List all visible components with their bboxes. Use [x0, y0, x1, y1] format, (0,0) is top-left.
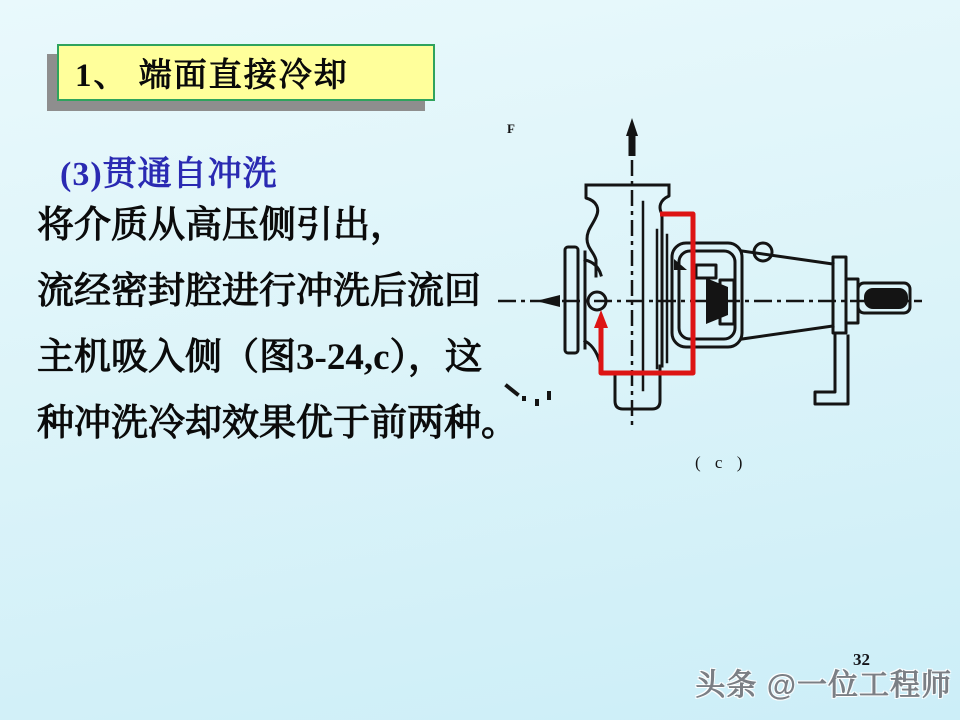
subtitle: (3)贯通自冲洗 [60, 156, 278, 193]
title-text: 1、 端面直接冷却 [75, 58, 349, 94]
pump-figure [490, 110, 930, 490]
suction-arrow-icon [536, 295, 560, 307]
body-line: 主机吸入侧（图3-24,c），这 [37, 337, 482, 378]
watermark: 头条 @一位工程师 [695, 669, 952, 702]
body-line: 种冲洗冷却效果优于前两种。 [37, 403, 518, 444]
figure-corner-label: F [507, 121, 515, 136]
title-box [57, 44, 435, 101]
page-number: 32 [853, 650, 870, 669]
pump-outline [507, 118, 910, 409]
body-text [37, 193, 537, 457]
body-line: 将介质从高压侧引出， [37, 205, 407, 246]
body-line: 流经密封腔进行冲洗后流回 [37, 271, 481, 312]
discharge-arrow-icon [626, 118, 638, 136]
pump-diagram [490, 110, 930, 490]
figure-caption: ( c ) [695, 453, 748, 472]
flush-arrow-icon [594, 310, 608, 328]
